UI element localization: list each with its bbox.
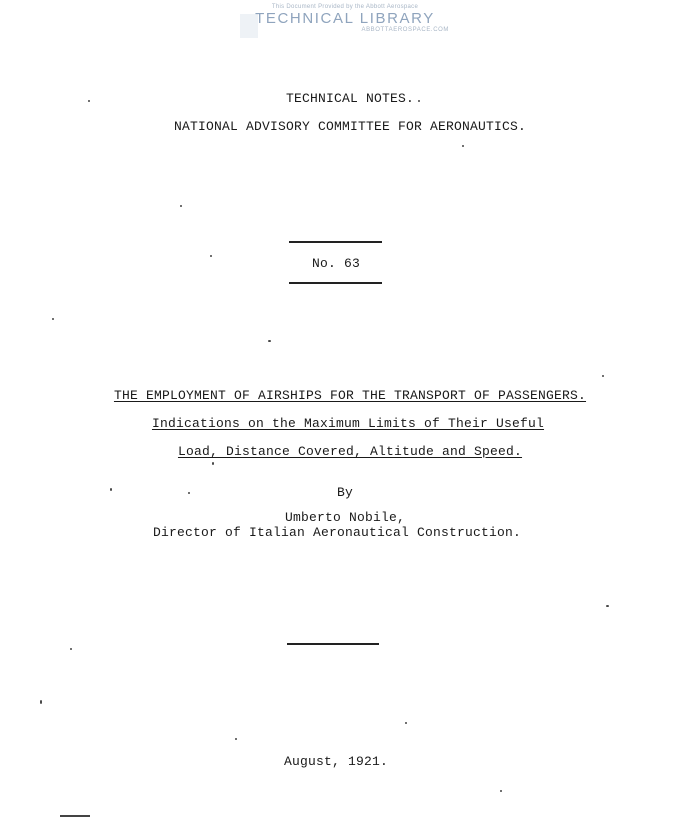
scan-speck <box>418 100 420 102</box>
watermark <box>235 4 455 33</box>
scan-speck <box>602 375 604 377</box>
title-line-1: THE EMPLOYMENT OF AIRSHIPS FOR THE TRANSPORT OF PASSENGERS. <box>113 388 587 403</box>
scan-speck <box>52 318 54 320</box>
rule-bottom <box>289 282 382 284</box>
watermark-title: TECHNICAL LIBRARY <box>255 10 435 27</box>
scan-speck <box>88 100 90 102</box>
scan-speck <box>180 205 182 207</box>
scan-speck <box>70 648 72 650</box>
scan-speck <box>268 340 271 342</box>
scan-speck <box>110 488 112 491</box>
scan-speck <box>60 815 90 817</box>
title-line-3: Load, Distance Covered, Altitude and Speed. <box>177 444 523 459</box>
scan-speck <box>462 145 464 147</box>
rule-top <box>289 241 382 243</box>
title-line-2: Indications on the Maximum Limits of Their Useful <box>151 416 545 431</box>
header-committee: NATIONAL ADVISORY COMMITTEE FOR AERONAUTICS. <box>173 119 527 134</box>
scan-speck <box>212 462 214 465</box>
scan-speck <box>210 255 212 257</box>
watermark-url: ABBOTTAEROSPACE.COM <box>361 27 449 33</box>
note-number: No. 63 <box>311 256 360 271</box>
author-name: Umberto Nobile, <box>284 510 406 525</box>
scan-speck <box>606 605 609 607</box>
rule-separator <box>287 643 379 645</box>
watermark-top: This Document Provided by the Abbott Aerospace <box>271 4 419 10</box>
scan-speck <box>40 700 42 704</box>
scan-speck <box>188 492 190 494</box>
header-technical-notes: TECHNICAL NOTES. <box>285 91 415 106</box>
scan-speck <box>235 738 237 740</box>
scan-speck <box>500 790 502 792</box>
scan-speck <box>405 722 407 724</box>
publication-date: August, 1921. <box>283 754 389 769</box>
byline-by: By <box>336 485 353 500</box>
author-position: Director of Italian Aeronautical Construction. <box>152 525 522 540</box>
